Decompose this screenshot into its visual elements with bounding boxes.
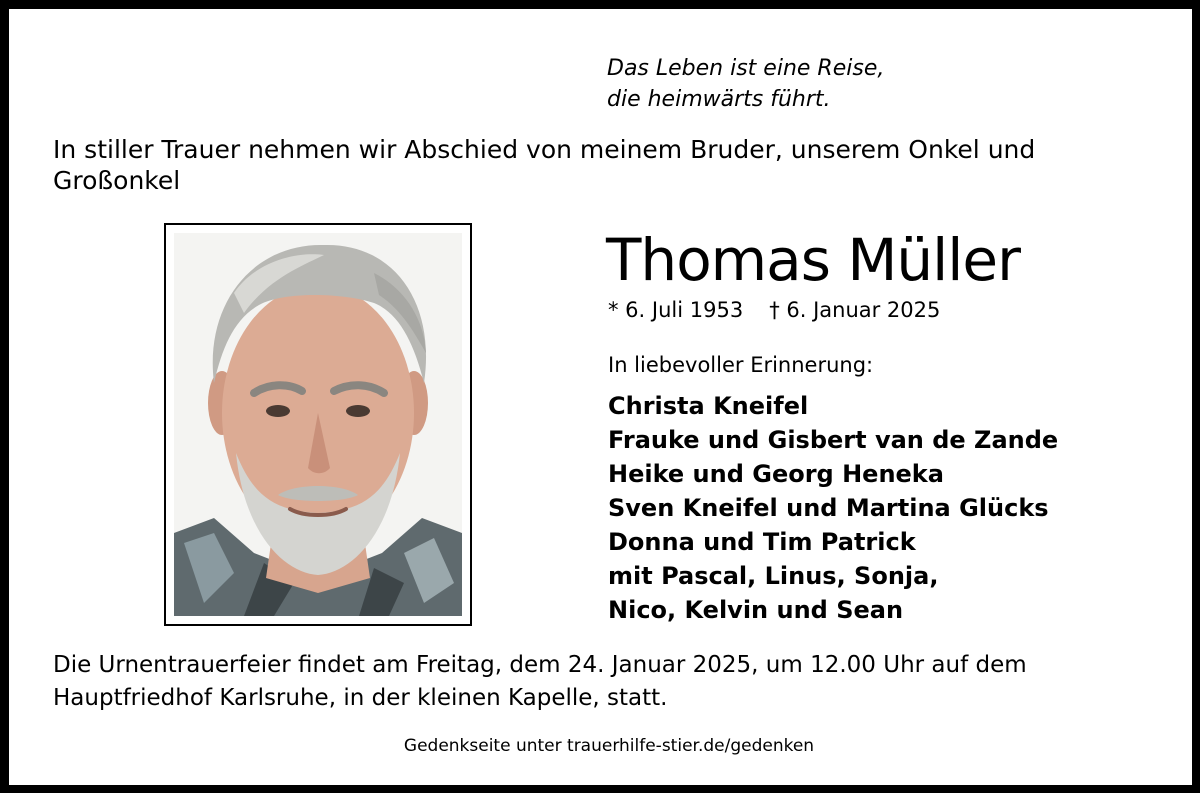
portrait-image — [174, 233, 462, 616]
memory-label: In liebevoller Erinnerung: — [608, 353, 874, 377]
ceremony-details: Die Urnentrauerfeier findet am Freitag, dem 24. Januar 2025, um 12.00 Uhr auf dem Hauptfriedhof Karlsruhe, in der kleinen Kapelle, statt. — [53, 652, 1027, 711]
mourner-name: Nico, Kelvin und Sean — [608, 596, 904, 624]
mourner-name: Christa Kneifel — [608, 392, 809, 420]
intro-text: In stiller Trauer nehmen wir Abschied von meinem Bruder, unserem Onkel und Großonkel — [53, 135, 1036, 195]
mourner-name: mit Pascal, Linus, Sonja, — [608, 562, 939, 590]
mourner-name: Sven Kneifel und Martina Glücks — [608, 494, 1049, 522]
mourner-name: Donna und Tim Patrick — [608, 528, 916, 556]
portrait-photo — [164, 223, 472, 626]
birth-date: * 6. Juli 1953 — [608, 298, 744, 322]
memorial-page-note: Gedenkseite unter trauerhilfe-stier.de/gedenken — [403, 736, 815, 756]
mourners-list — [608, 389, 1058, 627]
motto-line-1: Das Leben ist eine Reise, — [607, 56, 885, 81]
life-dates — [608, 297, 940, 323]
death-date: † 6. Januar 2025 — [769, 298, 941, 322]
mourner-name: Frauke und Gisbert van de Zande — [608, 426, 1059, 454]
motto-line-2: die heimwärts führt. — [607, 87, 831, 112]
motto-quote — [607, 53, 884, 115]
deceased-name: Thomas Müller — [606, 226, 1020, 294]
mourner-name: Heike und Georg Heneka — [608, 460, 944, 488]
